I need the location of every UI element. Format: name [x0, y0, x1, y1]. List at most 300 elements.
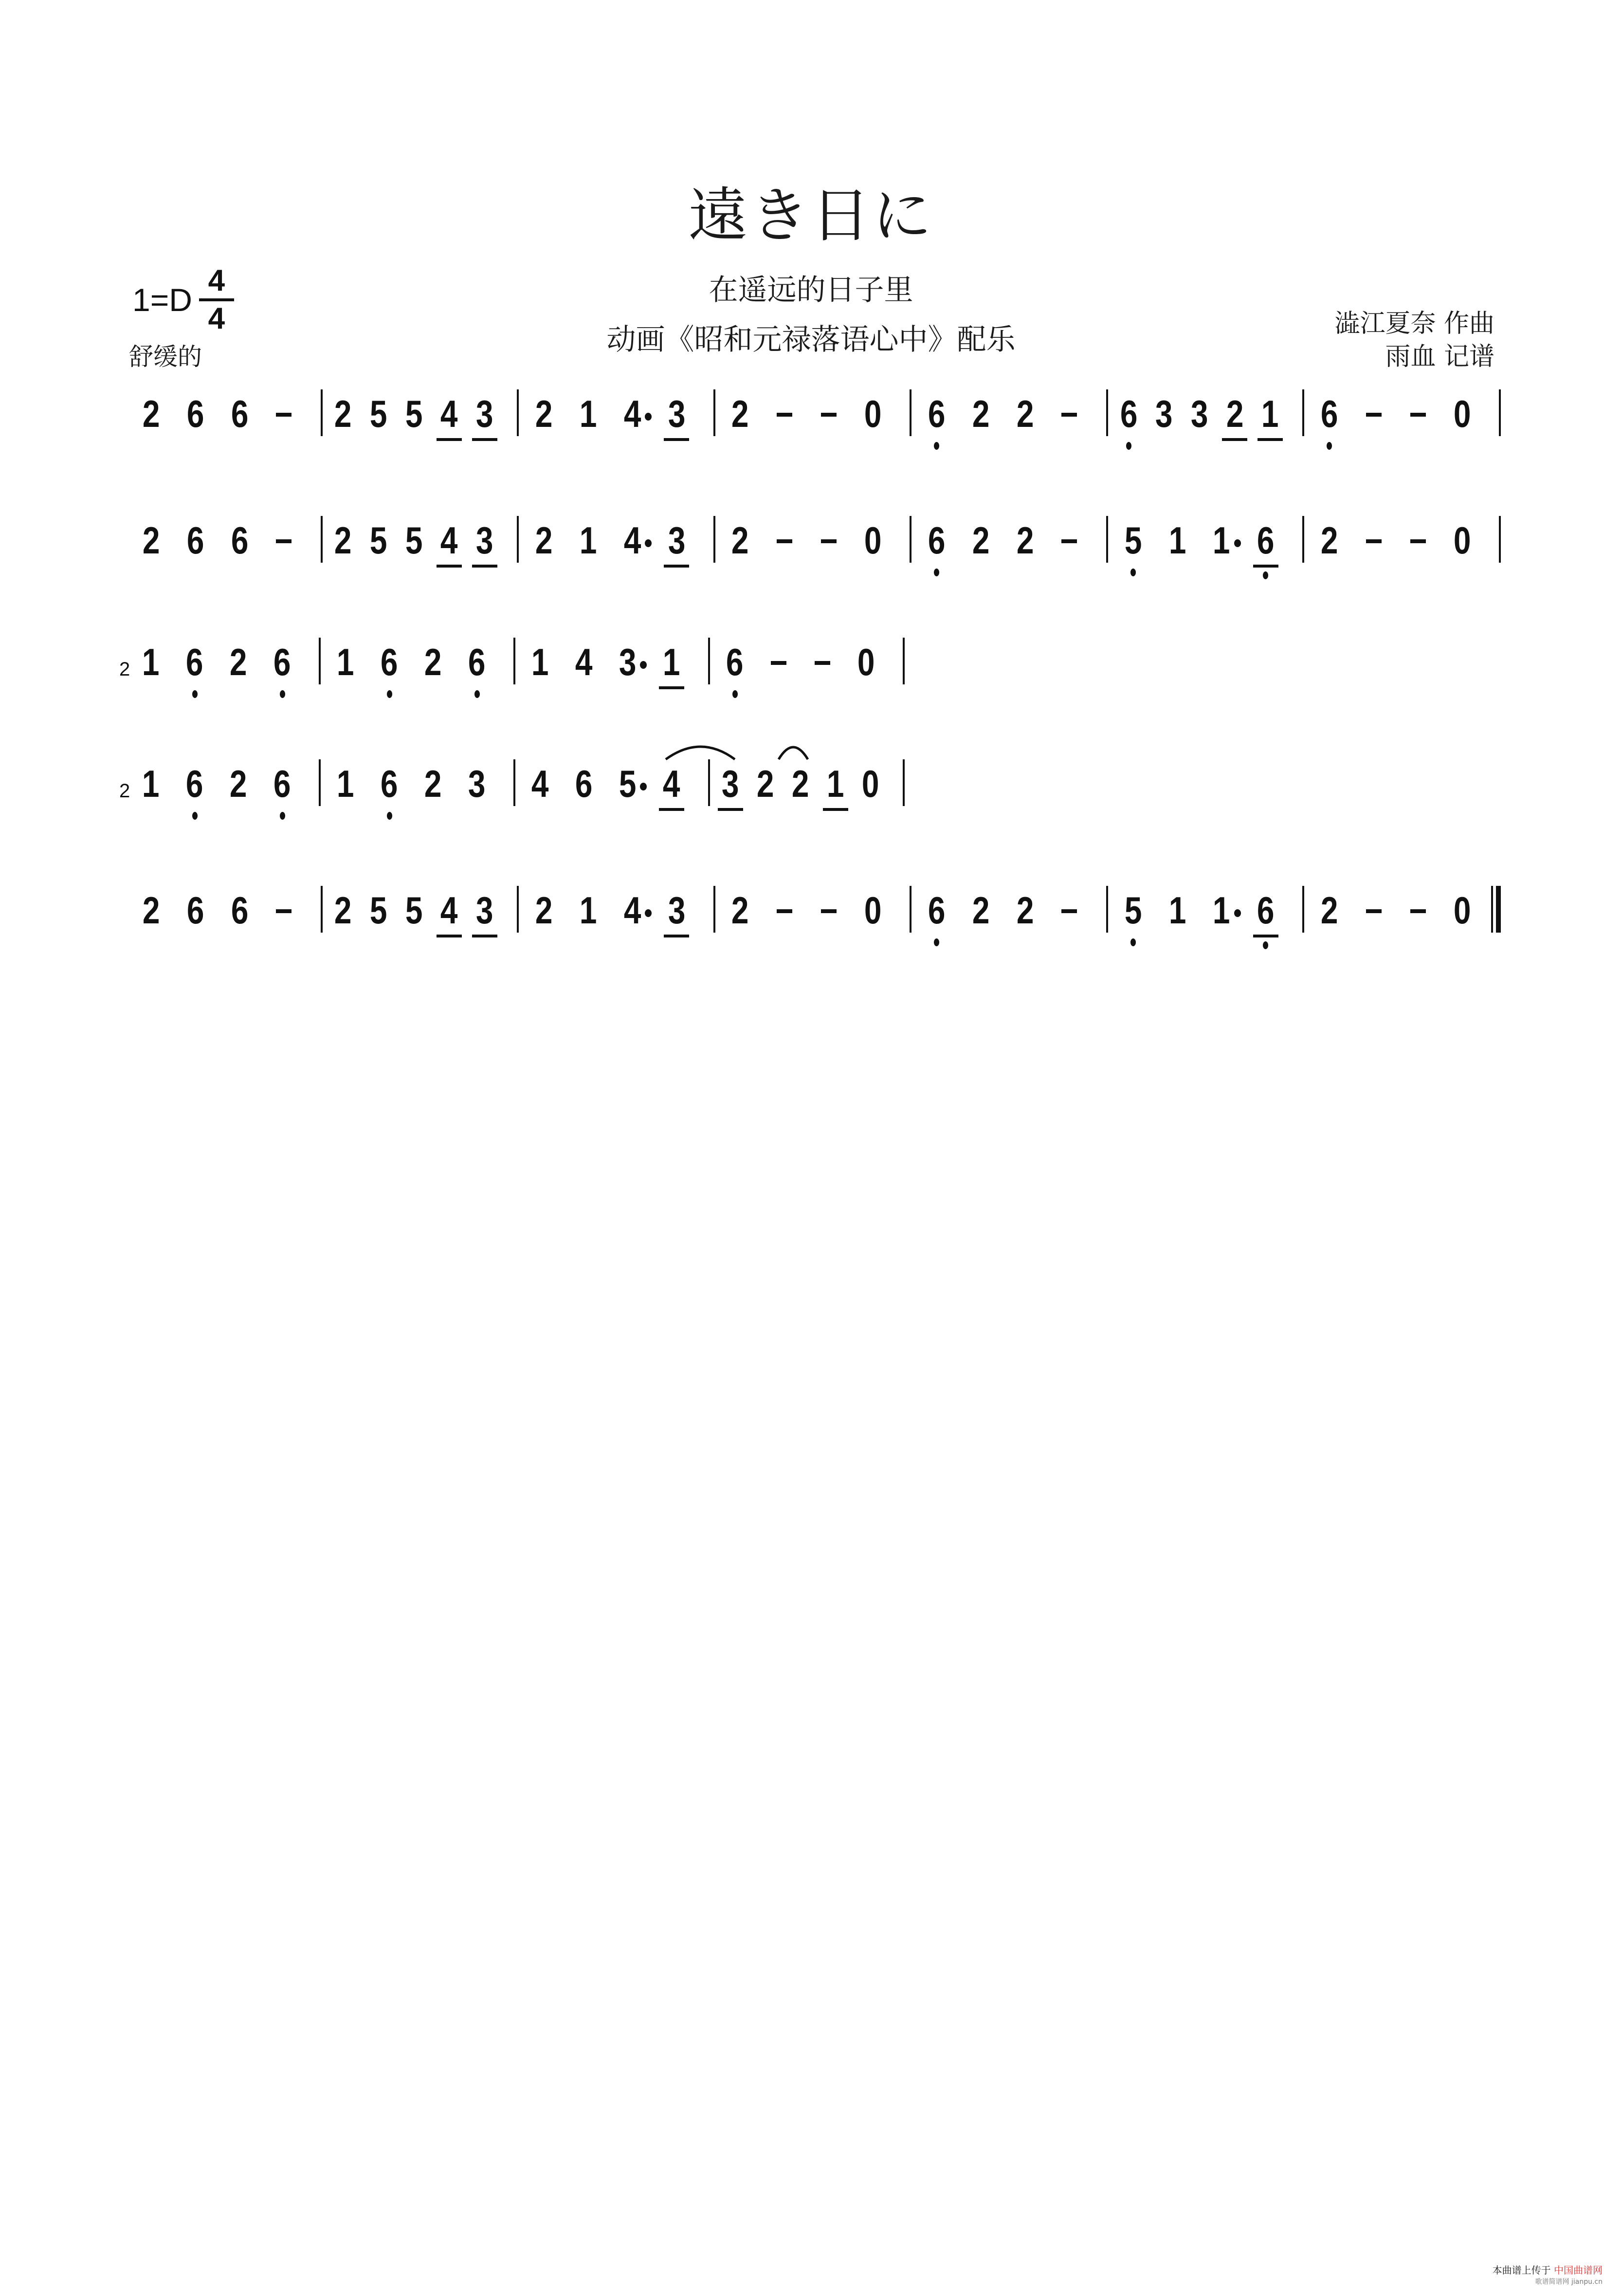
eighth-underline [823, 808, 848, 811]
eighth-underline [659, 686, 684, 689]
low-octave-dot [1130, 938, 1136, 946]
note-digit: 5 [369, 519, 387, 562]
sustain-dash [807, 886, 851, 993]
barline [321, 516, 323, 563]
note [129, 638, 173, 745]
note [713, 759, 748, 866]
note-digit: 6 [381, 762, 398, 805]
sustain-dash [1351, 389, 1396, 496]
note [1155, 886, 1200, 993]
note-digit: 5 [405, 889, 423, 932]
note [844, 638, 888, 745]
sustain-dash [1396, 516, 1440, 623]
note [606, 759, 650, 866]
grace-note: 2 [119, 659, 130, 680]
key-label: 1=D [132, 282, 192, 318]
note-digit: 2 [142, 519, 160, 562]
dash-mark [1366, 909, 1382, 913]
note-digit: 0 [864, 392, 882, 435]
dash-mark [276, 539, 292, 543]
note-digit: 1 [142, 641, 160, 683]
note [1440, 886, 1484, 993]
note-digit: 1 [531, 641, 549, 683]
note-digit: 3 [468, 762, 486, 805]
eighth-underline [664, 935, 689, 937]
note-digit: 6 [1257, 889, 1275, 932]
note [610, 516, 655, 623]
note-digit: 3 [475, 889, 493, 932]
note-digit: 6 [468, 641, 486, 683]
note-digit: 6 [231, 889, 249, 932]
note [518, 638, 562, 745]
low-octave-dot [1126, 442, 1131, 450]
dash-mark [276, 909, 292, 913]
note-digit: 2 [972, 392, 990, 435]
note-digit: 2 [535, 519, 553, 562]
note-digit: 2 [1226, 392, 1244, 435]
note-digit: 2 [334, 392, 352, 435]
barline [708, 759, 710, 806]
note-digit: 5 [405, 392, 423, 435]
composer-credit: 澁江夏奈 作曲 [1334, 309, 1494, 338]
low-octave-dot [192, 812, 198, 820]
note-digit: 2 [1016, 889, 1034, 932]
note-digit: 1 [1168, 889, 1186, 932]
note [655, 389, 699, 496]
sustain-dash [757, 638, 801, 745]
note [173, 389, 218, 496]
note [566, 516, 610, 623]
barline [1106, 516, 1108, 563]
note-digit: 4 [440, 392, 458, 435]
eighth-underline [718, 808, 743, 811]
low-octave-dot [1327, 442, 1332, 450]
slur-marks [0, 736, 1622, 765]
note [566, 389, 610, 496]
note-digit: 3 [668, 519, 686, 562]
note-digit: 1 [337, 762, 354, 805]
note-digit: 2 [424, 762, 442, 805]
note-digit: 2 [792, 762, 809, 805]
note-digit: 5 [1124, 889, 1142, 932]
barline [903, 759, 905, 806]
note-digit: 1 [142, 762, 160, 805]
note-digit: 6 [1257, 519, 1275, 562]
dash-mark [1410, 413, 1426, 417]
note-digit: 5 [1124, 519, 1142, 562]
time-sig-denominator: 4 [208, 302, 225, 335]
barline [713, 886, 715, 933]
note-digit: 3 [1190, 392, 1208, 435]
low-octave-dot [934, 938, 939, 946]
upload-text: 本曲谱上传于 [1492, 2264, 1551, 2276]
note [650, 638, 693, 745]
note [1440, 389, 1484, 496]
dash-mark [1410, 539, 1426, 543]
note [411, 638, 455, 745]
note [1182, 389, 1217, 496]
dash-mark [1061, 909, 1077, 913]
eighth-underline [437, 565, 462, 568]
note-digit: 3 [475, 519, 493, 562]
eighth-underline [437, 438, 462, 441]
note-digit: 1 [1213, 889, 1230, 932]
note [217, 638, 260, 745]
low-octave-dot [934, 569, 939, 576]
dash-mark [1366, 539, 1382, 543]
note-digit: 4 [440, 519, 458, 562]
note [467, 516, 502, 623]
note [1147, 389, 1182, 496]
dash-mark [821, 909, 837, 913]
sustain-dash [763, 886, 807, 993]
note [173, 886, 218, 993]
barline [708, 638, 710, 684]
note [1003, 389, 1047, 496]
note [853, 759, 888, 866]
barline [319, 638, 321, 684]
low-octave-dot [192, 690, 198, 698]
note [1307, 886, 1351, 993]
barline [713, 516, 715, 563]
low-octave-dot [732, 690, 738, 698]
note [1111, 886, 1155, 993]
note-digit: 1 [663, 641, 680, 683]
note [713, 638, 757, 745]
grace-note: 2 [119, 780, 130, 802]
key-signature [132, 265, 234, 334]
note [914, 516, 959, 623]
note-digit: 6 [1120, 392, 1137, 435]
score-line [0, 516, 1622, 623]
note [129, 759, 173, 866]
note-digit: 6 [381, 641, 398, 683]
sustain-dash [262, 389, 306, 496]
note [610, 886, 655, 993]
sustain-dash [262, 886, 306, 993]
note-digit: 2 [334, 889, 352, 932]
note [260, 759, 304, 866]
note-digit: 1 [579, 519, 597, 562]
low-octave-dot [387, 690, 392, 698]
note-digit: 3 [619, 641, 637, 683]
note-digit: 6 [186, 889, 204, 932]
dash-mark [777, 413, 792, 417]
note-digit: 2 [1016, 519, 1034, 562]
note-digit: 6 [928, 889, 946, 932]
site-logo: 中国曲谱网 [1554, 2264, 1603, 2276]
note-digit: 2 [972, 889, 990, 932]
eighth-underline [472, 438, 497, 441]
note [914, 886, 959, 993]
dash-mark [276, 413, 292, 417]
note-digit: 2 [424, 641, 442, 683]
low-octave-dot [1130, 569, 1136, 576]
low-octave-dot [474, 690, 480, 698]
low-octave-dot [280, 690, 285, 698]
note-digit: 2 [972, 519, 990, 562]
note [455, 759, 499, 866]
note [718, 389, 763, 496]
eighth-underline [659, 808, 684, 811]
note [361, 389, 396, 496]
barline [319, 759, 321, 806]
note-digit: 5 [619, 762, 637, 805]
note-digit: 2 [142, 392, 160, 435]
note-digit: 3 [668, 889, 686, 932]
note-digit: 2 [1321, 519, 1338, 562]
note-digit: 6 [928, 392, 946, 435]
dash-mark [777, 539, 792, 543]
note-digit: 5 [369, 392, 387, 435]
note-digit: 1 [1261, 392, 1279, 435]
note [173, 759, 217, 866]
score-line [0, 759, 1622, 866]
eighth-underline [472, 565, 497, 568]
note-digit: 1 [1213, 519, 1230, 562]
note-digit: 1 [579, 889, 597, 932]
note [914, 389, 959, 496]
final-barline [1491, 886, 1501, 933]
note [522, 516, 566, 623]
note [518, 759, 562, 866]
note [1244, 516, 1288, 623]
dash-mark [1366, 413, 1382, 417]
sustain-dash [1047, 886, 1092, 993]
note [1307, 389, 1351, 496]
note [396, 516, 432, 623]
barline [517, 886, 519, 933]
note-digit: 6 [186, 641, 203, 683]
note-digit: 4 [623, 889, 641, 932]
time-sig-bar [199, 298, 234, 301]
note [432, 886, 467, 993]
note-digit: 6 [726, 641, 744, 683]
low-octave-dot [1263, 941, 1268, 949]
note-digit: 2 [731, 889, 749, 932]
note [326, 389, 361, 496]
eighth-underline [1258, 438, 1283, 441]
note-digit: 4 [623, 519, 641, 562]
note [467, 389, 502, 496]
sustain-dash [1351, 886, 1396, 993]
note-digit: 6 [186, 392, 204, 435]
note-digit: 0 [862, 762, 879, 805]
note [566, 886, 610, 993]
site-credit: 歌谱简谱网 jianpu.cn [1535, 2278, 1603, 2286]
note [218, 389, 262, 496]
eighth-underline [1253, 935, 1278, 937]
note-digit: 6 [575, 762, 593, 805]
note [326, 886, 361, 993]
note [1111, 516, 1155, 623]
note [1200, 516, 1244, 623]
note [1003, 516, 1047, 623]
note [129, 389, 173, 496]
sustain-dash [1047, 516, 1092, 623]
note-digit: 5 [405, 519, 423, 562]
tempo-marking: 舒缓的 [129, 343, 202, 371]
barline [1106, 886, 1108, 933]
note-digit: 2 [731, 392, 749, 435]
note [851, 886, 895, 993]
note-digit: 2 [535, 392, 553, 435]
note [173, 638, 217, 745]
note-digit: 1 [337, 641, 354, 683]
low-octave-dot [387, 812, 392, 820]
note [718, 886, 763, 993]
note [411, 759, 455, 866]
note [522, 886, 566, 993]
note-digit: 3 [722, 762, 739, 805]
barline [1106, 389, 1108, 436]
note [718, 516, 763, 623]
eighth-underline [664, 565, 689, 568]
note [1003, 886, 1047, 993]
note [367, 759, 411, 866]
time-signature [199, 265, 234, 334]
note-digit: 2 [334, 519, 352, 562]
low-octave-dot [1263, 571, 1268, 579]
note-digit: 0 [864, 889, 882, 932]
barline [910, 389, 911, 436]
song-source: 动画《昭和元禄落语心中》配乐 [606, 323, 1016, 357]
sustain-dash [763, 516, 807, 623]
sustain-dash [1047, 389, 1092, 496]
note [1440, 516, 1484, 623]
note [748, 759, 783, 866]
note [367, 638, 411, 745]
eighth-underline [1253, 565, 1278, 568]
eighth-underline [437, 935, 462, 937]
note [655, 516, 699, 623]
note [467, 886, 502, 993]
note [361, 516, 396, 623]
note [610, 389, 655, 496]
note-digit: 6 [928, 519, 946, 562]
barline [321, 389, 323, 436]
note-digit: 4 [663, 762, 680, 805]
dash-mark [771, 661, 786, 665]
note-digit: 6 [273, 641, 291, 683]
note-digit: 0 [1453, 392, 1471, 435]
barline [1302, 886, 1304, 933]
barline [910, 886, 911, 933]
note [1200, 886, 1244, 993]
note [1155, 516, 1200, 623]
low-octave-dot [280, 812, 285, 820]
note-digit: 0 [1453, 889, 1471, 932]
note [522, 389, 566, 496]
dash-mark [815, 661, 830, 665]
note-digit: 0 [864, 519, 882, 562]
note [606, 638, 650, 745]
footer-watermark [1493, 2262, 1603, 2286]
note [324, 759, 367, 866]
barline [513, 638, 515, 684]
note-digit: 2 [142, 889, 160, 932]
sustain-dash [1396, 886, 1440, 993]
note-digit: 2 [1321, 889, 1338, 932]
song-subtitle: 在遥远的日子里 [709, 273, 913, 307]
dash-mark [821, 413, 837, 417]
note-digit: 6 [231, 519, 249, 562]
score-line [0, 886, 1622, 993]
barline [517, 516, 519, 563]
note [361, 886, 396, 993]
note [432, 389, 467, 496]
barline [910, 516, 911, 563]
note [818, 759, 853, 866]
note-digit: 2 [230, 641, 247, 683]
sustain-dash [807, 516, 851, 623]
eighth-underline [1222, 438, 1247, 441]
note [562, 638, 606, 745]
note [218, 516, 262, 623]
barline [1499, 389, 1501, 436]
note [562, 759, 606, 866]
note-digit: 4 [531, 762, 549, 805]
note [851, 389, 895, 496]
note-digit: 4 [575, 641, 593, 683]
note [218, 886, 262, 993]
note-digit: 1 [1168, 519, 1186, 562]
note-digit: 6 [186, 519, 204, 562]
eighth-underline [472, 935, 497, 937]
note [1253, 389, 1288, 496]
dash-mark [1061, 539, 1077, 543]
note [260, 638, 304, 745]
sustain-dash [763, 389, 807, 496]
note-digit: 2 [1016, 392, 1034, 435]
barline [513, 759, 515, 806]
sustain-dash [262, 516, 306, 623]
song-title: 遠き日に [688, 181, 934, 250]
transcriber-credit: 雨血 记谱 [1385, 342, 1494, 371]
note [396, 389, 432, 496]
note [1244, 886, 1288, 993]
dash-mark [821, 539, 837, 543]
barline [903, 638, 905, 684]
note [129, 886, 173, 993]
note [432, 516, 467, 623]
barline [1302, 389, 1304, 436]
dash-mark [1410, 909, 1426, 913]
note-digit: 6 [273, 762, 291, 805]
score-line [0, 389, 1622, 496]
note-digit: 2 [731, 519, 749, 562]
barline [1302, 516, 1304, 563]
low-octave-dot [934, 442, 939, 450]
note [851, 516, 895, 623]
note [1217, 389, 1253, 496]
note-digit: 2 [230, 762, 247, 805]
barline [517, 389, 519, 436]
note-digit: 6 [231, 392, 249, 435]
note-digit: 4 [440, 889, 458, 932]
time-sig-numerator: 4 [208, 264, 225, 297]
barline [713, 389, 715, 436]
sustain-dash [1396, 389, 1440, 496]
note [129, 516, 173, 623]
note [650, 759, 693, 866]
score-line [0, 638, 1622, 745]
note [1111, 389, 1147, 496]
note-digit: 0 [857, 641, 875, 683]
sustain-dash [801, 638, 844, 745]
note-digit: 3 [668, 392, 686, 435]
note [217, 759, 260, 866]
